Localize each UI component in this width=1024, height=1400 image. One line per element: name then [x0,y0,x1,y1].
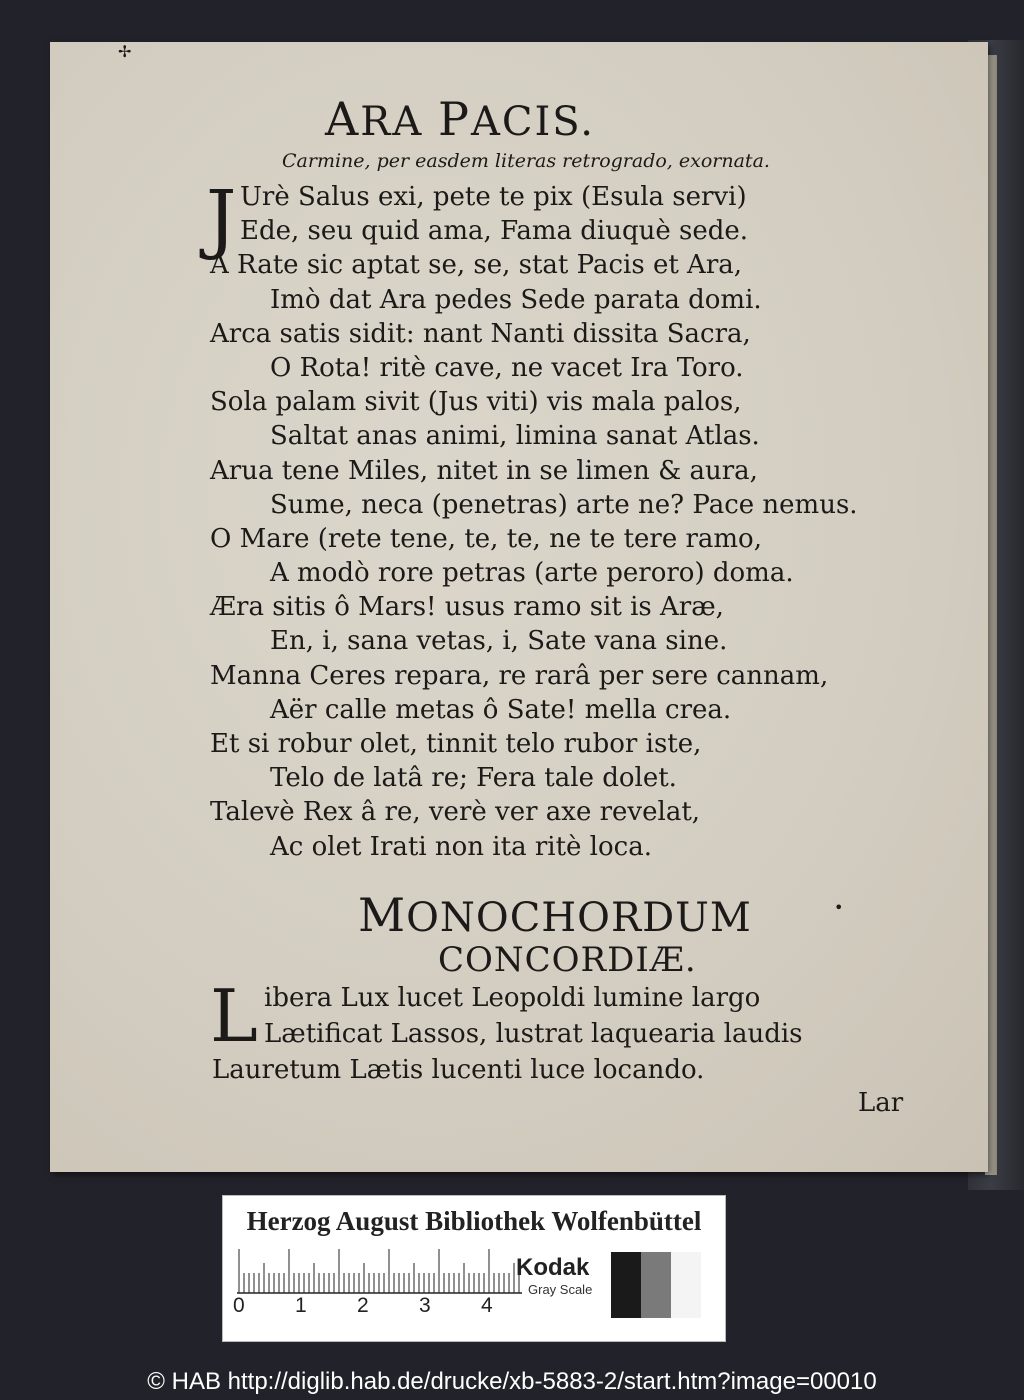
ruler-scale [237,1248,527,1294]
poem-line: Ac olet Irati non ita ritè loca. [270,831,652,862]
prose-line: ibera Lux lucet Leopoldi lumine largo [264,983,761,1013]
poem-line: Sola palam sivit (Jus viti) vis mala palos, [210,387,742,418]
copyright-footer: © HAB http://diglib.hab.de/drucke/xb-5883-2/start.htm?image=00010 [147,1368,877,1395]
poem-line: Aër calle metas ô Sate! mella crea. [270,694,732,725]
poem-line: En, i, sana vetas, i, Sate vana sine. [270,626,728,657]
poem-line: Æra sitis ô Mars! usus ramo sit is Aræ, [210,592,724,623]
prose-body [210,974,912,1088]
ruler-label: 3 [419,1294,431,1317]
prose-dropcap: L [210,974,258,1058]
poem-line: Ede, seu quid ama, Fama diuquè sede. [240,216,749,247]
page-title: ARA PACIS. [325,92,595,146]
poem-line: Saltat anas animi, limina sanat Atlas. [270,421,760,452]
ruler-labels [233,1294,533,1324]
poem-line: O Mare (rete tene, te, te, ne te tere ramo, [210,523,762,554]
catchword: Lar [858,1088,904,1118]
gray-swatch [641,1252,671,1318]
library-name: Herzog August Bibliothek Wolfenbüttel [246,1206,702,1236]
gray-scale-label: Gray Scale [528,1282,593,1297]
poem-line: Arca satis sidit: nant Nanti dissita Sacra, [210,318,751,349]
poem-line: Telo de latâ re; Fera tale dolet. [270,763,677,794]
gray-swatches [611,1252,701,1318]
prose-line: Lauretum Lætis lucenti luce locando. [212,1055,705,1085]
poem-dropcap: J [206,173,237,262]
section-subtitle: CONCORDIÆ. [438,940,697,980]
ruler-label: 2 [357,1294,369,1317]
poem-line: Manna Ceres repara, re rarâ per sere cannam, [210,660,829,691]
poem-line: Arua tene Miles, nitet in se limen & aura, [210,455,758,486]
prose-line: Lætificat Lassos, lustrat laquearia laudis [264,1019,803,1049]
poem-line: A modò rore petras (arte peroro) doma. [270,558,794,589]
poem-line: O Rota! ritè cave, ne vacet Ira Toro. [270,352,744,383]
section-title: MONOCHORDUM [358,888,752,942]
gray-swatch [611,1252,641,1318]
page-subtitle: Carmine, per easdem literas retrogrado, exornata. [282,150,770,172]
kodak-logo: Kodak [516,1254,590,1281]
color-target-card [222,1195,726,1342]
poem-line: Urè Salus exi, pete te pix (Esula servi) [240,182,747,212]
poem-line: Talevè Rex â re, verè ver axe revelat, [210,797,701,828]
ruler-label: 4 [481,1294,493,1317]
printer-mark: ✢ [118,42,132,61]
gray-swatch [671,1252,701,1318]
ruler-label: 0 [233,1294,245,1317]
poem-line: Et si robur olet, tinnit telo rubor iste, [210,729,702,759]
ink-mark: • [834,898,844,917]
poem-line: Sume, neca (penetras) arte ne? Pace nemus. [270,489,858,520]
ruler-label: 1 [295,1294,307,1317]
poem-line: A Rate sic aptat se, se, stat Pacis et Ara, [210,250,743,281]
poem-line: Imò dat Ara pedes Sede parata domi. [270,284,762,315]
poem-body [210,180,910,864]
